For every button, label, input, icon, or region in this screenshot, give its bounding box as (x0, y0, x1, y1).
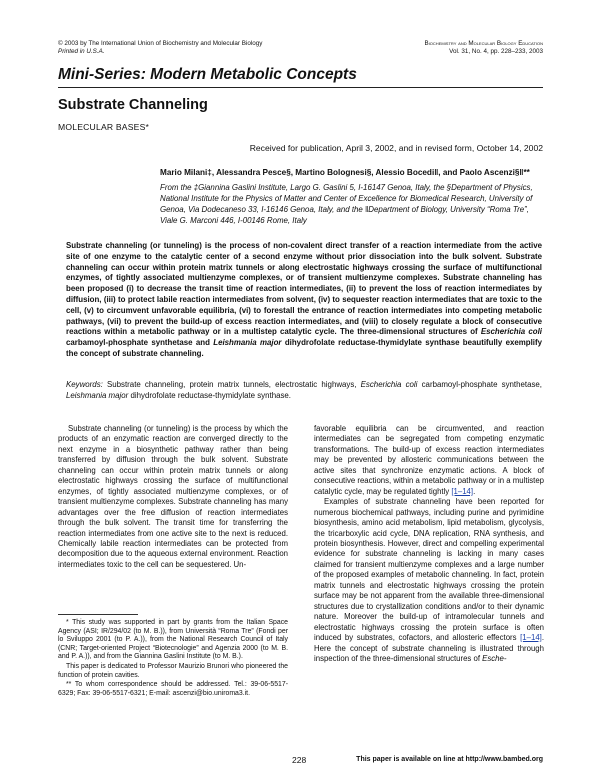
article-subtitle: MOLECULAR BASES* (58, 122, 150, 132)
footnote-correspondence: ** To whom correspondence should be addressed. Tel.: 39-06-5517-6329; Fax: 39-06-5517-6321; E-mail: ascenzi@bio.uniroma3.it. (58, 681, 288, 697)
online-availability: This paper is available on line at http://www.bambed.org (356, 756, 543, 763)
paragraph-text: favorable equilibria can be circumvented, and reaction intermediates can be segregated from competing enzymatic transformations. The build-up of excess reaction intermediates may be prevented by allosteric communications between the active sites that synchronize enzymatic actions. A block of consecutive reactions, within a metabolic pathway or in a multistep catalytic cycle, may be regulated tightly (314, 424, 544, 496)
paragraph-text: Examples of substrate channeling have been reported for numerous biochemical pathways, including purine and pyrimidine biosynthesis, amino acid metabolism, lipid metabolism, glycolysis, the tricarboxylic acid cycle, DNA replication, RNA synthesis, and protein biosynthesis. However, direct and compelling experimental evidence for substrate channeling is lacking in many cases claimed for transient multienzyme complexes and a large number of the proposed examples of metabolic channeling. In fact, protein matrix tunnels and electrostatic highways crossing the protein surface may be not apparent from the available three-dimensional structures due to crystallization conditions and/or to their dynamic nature. Moreover the build-up of intramolecular tunnels and electrostatic highways crossing the protein surface is often induced by substrates, cofactors, and allosteric effectors (314, 497, 544, 643)
footnote-rule (58, 614, 138, 615)
printed-line: Printed in U.S.A. (58, 47, 105, 55)
paragraph-text-italic: Esche- (482, 653, 507, 663)
affiliation: From the ‡Giannina Gaslini Institute, Largo G. Gaslini 5, I-16147 Genoa, Italy, the §Department of Physics, National Institute for the Physics of Matter and Center of Excellence for Biomedical Research, University of Genoa, Via Dodecaneso 33, I-16146 Genoa, Italy, and the ‖Department of Biology, University “Roma Tre”, Viale G. Marconi 446, I-00146 Rome, Italy (160, 183, 533, 225)
body-column-right (314, 424, 544, 664)
header-left (58, 40, 262, 55)
abstract-text: Substrate channeling (or tunneling) is the process of non-covalent direct transfer of a reaction intermediate from the active site of one enzyme to the catalytic center of a second enzyme without prior dissociation into the bulk solvent. Substrate channeling can occur within protein matrix tunnels or along electrostatic highways crossing the surface of multifunctional enzymes, of tightly associated multienzyme complexes, or of transient multienzyme complexes. Substrate channeling has been proposed (i) to decrease the transit time of reaction intermediates, (ii) to prevent the loss of reaction intermediates by diffusion, (iii) to protect labile reaction intermediates from solvent, (iv) to sequester reaction intermediates that are toxic to the cell, (v) to circumvent unfavorable equilibria, (vi) to forestall the entrance of reaction intermediates into competing metabolic pathways, (vii) to prevent the build-up of excess reaction intermediates, and (viii) to closely regulate a block of consecutive reactions within a metabolic pathway or in a multistep catalytic cycle. The three-dimensional structures of (66, 241, 542, 337)
keywords-text: Substrate channeling, protein matrix tunnels, electrostatic highways, (102, 380, 361, 389)
body-paragraph: Substrate channeling (or tunneling) is the process by which the products of an enzymatic reaction are converged directly to the next enzyme in a biosynthetic pathway rather than being transferred by diffusion through the bulk solvent. Substrate channeling can occur within protein matrix tunnels or along electrostatic highways crossing the surface of multifunctional enzymes, of tightly associated multienzyme complexes, or of transient multienzyme complexes. Substrate channeling has many advantages over the free diffusion of reaction intermediates through the bulk solvent. The transit time for transferring the reaction intermediates from one active site to the next is reduced. Chemically labile reaction intermediates can be protected from decomposition due to the aqueous external environment. Reaction intermediates toxic to the cell can be sequestered. Un- (58, 424, 288, 569)
footnote-funding: * This study was supported in part by grants from the Italian Space Agency (ASI; IR/294/02 (to M. B.)), from Università “Roma Tre” (Fondi per lo Sviluppo 2001 (to P. A.)), from the National Research Council of Italy (CNR; Target-oriented Project “Biotecnologie” and Agenzia 2000 (to M. B. and P. A.)), and from the Giannina Gaslini Institute (to M. B.). (58, 619, 288, 661)
article-title: Substrate Channeling (58, 97, 208, 113)
paragraph-text: . Here the concept of substrate channeling is illustrated through inspection of the three-dimensional structures of (314, 633, 544, 663)
keywords-label: Keywords: (66, 380, 103, 389)
header-rule (58, 87, 543, 88)
body-column-left (58, 424, 288, 570)
abstract-text: dihydrofolate reductase-thymidylate synthase beautifully exemplify the concept of substrate channeling. (66, 338, 543, 358)
volume-info: Vol. 31, No. 4, pp. 228–233, 2003 (449, 47, 543, 55)
footnotes (58, 619, 288, 699)
keywords-text: dihydrofolate reductase-thymidylate synthase. (128, 390, 292, 400)
page-number: 228 (292, 755, 307, 765)
author-list: Mario Milani‡, Alessandra Pesce§, Martino Bolognesi§, Alessio Bocedi‖, and Paolo Ascenzi§‖** (160, 168, 530, 177)
abstract (66, 241, 542, 360)
series-title: Mini-Series: Modern Metabolic Concepts (58, 66, 357, 83)
citation-link[interactable]: [1–14] (451, 486, 474, 496)
footnote-dedication: This paper is dedicated to Professor Maurizio Brunori who pioneered the function of protein cavities. (58, 662, 288, 679)
received-date: Received for publication, April 3, 2002, and in revised form, October 14, 2002 (249, 143, 543, 153)
body-paragraph (314, 497, 544, 664)
journal-name: Biochemistry and Molecular Biology Education (424, 40, 543, 47)
header-right (425, 40, 544, 55)
keywords-species-2: Leishmania major (66, 390, 129, 400)
body-paragraph (314, 424, 544, 497)
abstract-text: carbamoyl-phosphate synthetase and (66, 338, 214, 348)
abstract-species-1: Escherichia coli (480, 327, 542, 337)
paragraph-text: . (473, 486, 476, 496)
copyright-line: © 2003 by The International Union of Biochemistry and Molecular Biology (58, 40, 263, 47)
citation-link[interactable]: [1–14] (520, 633, 542, 643)
abstract-species-2: Leishmania major (213, 338, 282, 348)
keywords-species-1: Escherichia coli (360, 380, 418, 389)
keywords-text: carbamoyl-phosphate synthetase, (417, 380, 543, 389)
keywords (66, 380, 542, 402)
